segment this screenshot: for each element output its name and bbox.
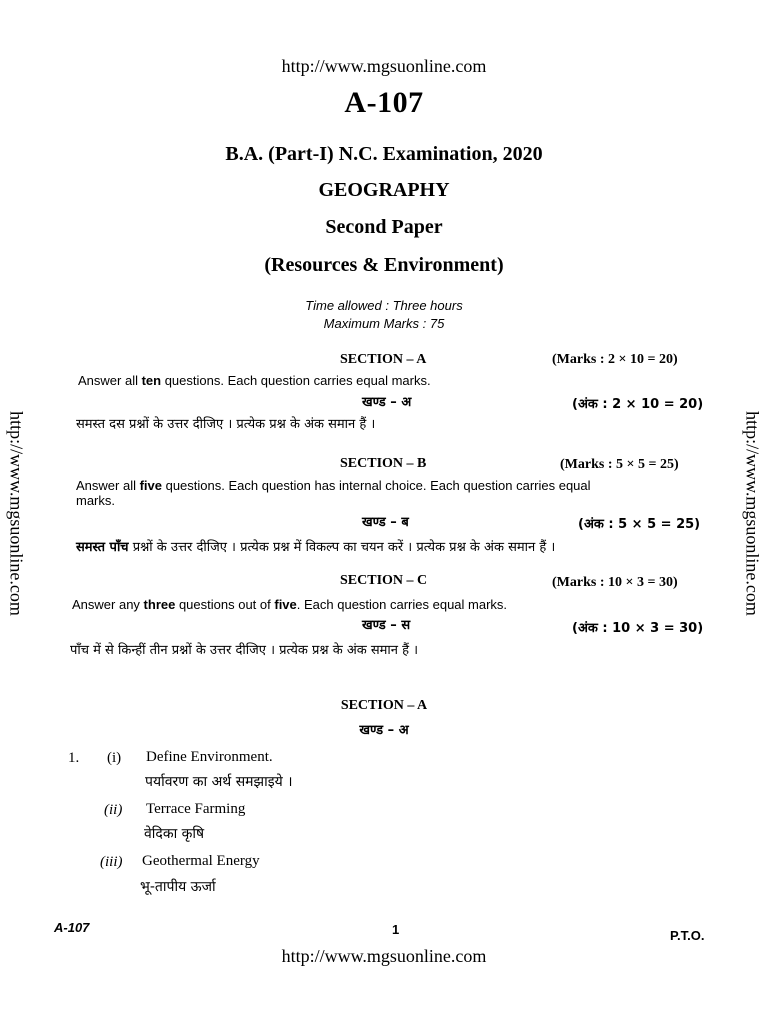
- question-text-hi: वेदिका कृषि: [144, 826, 205, 842]
- right-side-url: http://www.mgsuonline.com: [742, 411, 763, 616]
- question-label: (iii): [100, 854, 123, 870]
- instr-section-b-hindi-title: खण्ड – ब: [362, 515, 409, 530]
- header-url: http://www.mgsuonline.com: [281, 56, 487, 76]
- exam-title: B.A. (Part-I) N.C. Examination, 2020: [225, 143, 543, 165]
- question-text-hi: भू-तापीय ऊर्जा: [140, 879, 216, 895]
- question-text-en: Geothermal Energy: [142, 853, 260, 869]
- pto-label: P.T.O.: [670, 928, 705, 943]
- topic-title: (Resources & Environment): [264, 254, 504, 276]
- section-a-heading: SECTION – A: [340, 698, 428, 713]
- time-allowed: Time allowed : Three hours: [305, 298, 463, 313]
- instr-section-a-hindi-marks: (अंक : 2 × 10 = 20): [572, 397, 704, 412]
- instr-section-b-title: SECTION – B: [340, 456, 427, 471]
- instr-section-c-title: SECTION – C: [340, 573, 428, 588]
- instr-section-a-hindi-text: समस्त दस प्रश्नों के उत्तर दीजिए । प्रत्येक प्रश्न के अंक समान हैं ।: [76, 417, 376, 432]
- footer-url: http://www.mgsuonline.com: [281, 946, 487, 966]
- question-label: (i): [107, 750, 122, 766]
- question-label: (ii): [104, 802, 123, 818]
- maximum-marks: Maximum Marks : 75: [323, 316, 445, 331]
- paper-title: Second Paper: [325, 216, 443, 238]
- instr-section-c-marks: (Marks : 10 × 3 = 30): [552, 575, 678, 590]
- question-number: 1.: [68, 750, 80, 766]
- question-text-hi: पर्यावरण का अर्थ समझाइये ।: [145, 774, 293, 790]
- instr-section-c-hindi-text: पाँच में से किन्हीं तीन प्रश्नों के उत्तर दीजिए । प्रत्येक प्रश्न के अंक समान हैं ।: [70, 643, 419, 658]
- instr-section-a-hindi-title: खण्ड – अ: [362, 395, 412, 410]
- instr-section-c-text: Answer any three questions out of five. Each question carries equal marks.: [72, 597, 508, 612]
- section-a-hindi-heading: खण्ड – अ: [359, 723, 409, 738]
- instr-section-a-title: SECTION – A: [340, 352, 427, 367]
- instr-section-b-text: Answer all five questions. Each question has internal choice. Each question carries equal marks.: [76, 478, 591, 508]
- instr-section-c-hindi-marks: (अंक : 10 × 3 = 30): [572, 621, 704, 636]
- question-text-en: Terrace Farming: [146, 801, 246, 817]
- instr-section-b-hindi-text: समस्त पाँच प्रश्नों के उत्तर दीजिए । प्रत्येक प्रश्न में विकल्प का चयन करें । प्रत्येक प्रश्न के अंक समान हैं ।: [76, 540, 556, 555]
- subject-title: GEOGRAPHY: [318, 179, 450, 201]
- left-side-url: http://www.mgsuonline.com: [6, 411, 27, 616]
- page-number: 1: [392, 922, 400, 937]
- paper-code: A-107: [344, 86, 424, 119]
- instr-section-a-text: Answer all ten questions. Each question carries equal marks.: [78, 373, 431, 388]
- question-text-en: Define Environment.: [146, 749, 273, 765]
- instr-section-a-marks: (Marks : 2 × 10 = 20): [552, 352, 678, 367]
- footer-paper-code: A-107: [54, 920, 90, 935]
- instr-section-b-marks: (Marks : 5 × 5 = 25): [560, 457, 679, 472]
- instr-section-b-hindi-marks: (अंक : 5 × 5 = 25): [578, 517, 701, 532]
- instr-section-c-hindi-title: खण्ड – स: [362, 618, 411, 633]
